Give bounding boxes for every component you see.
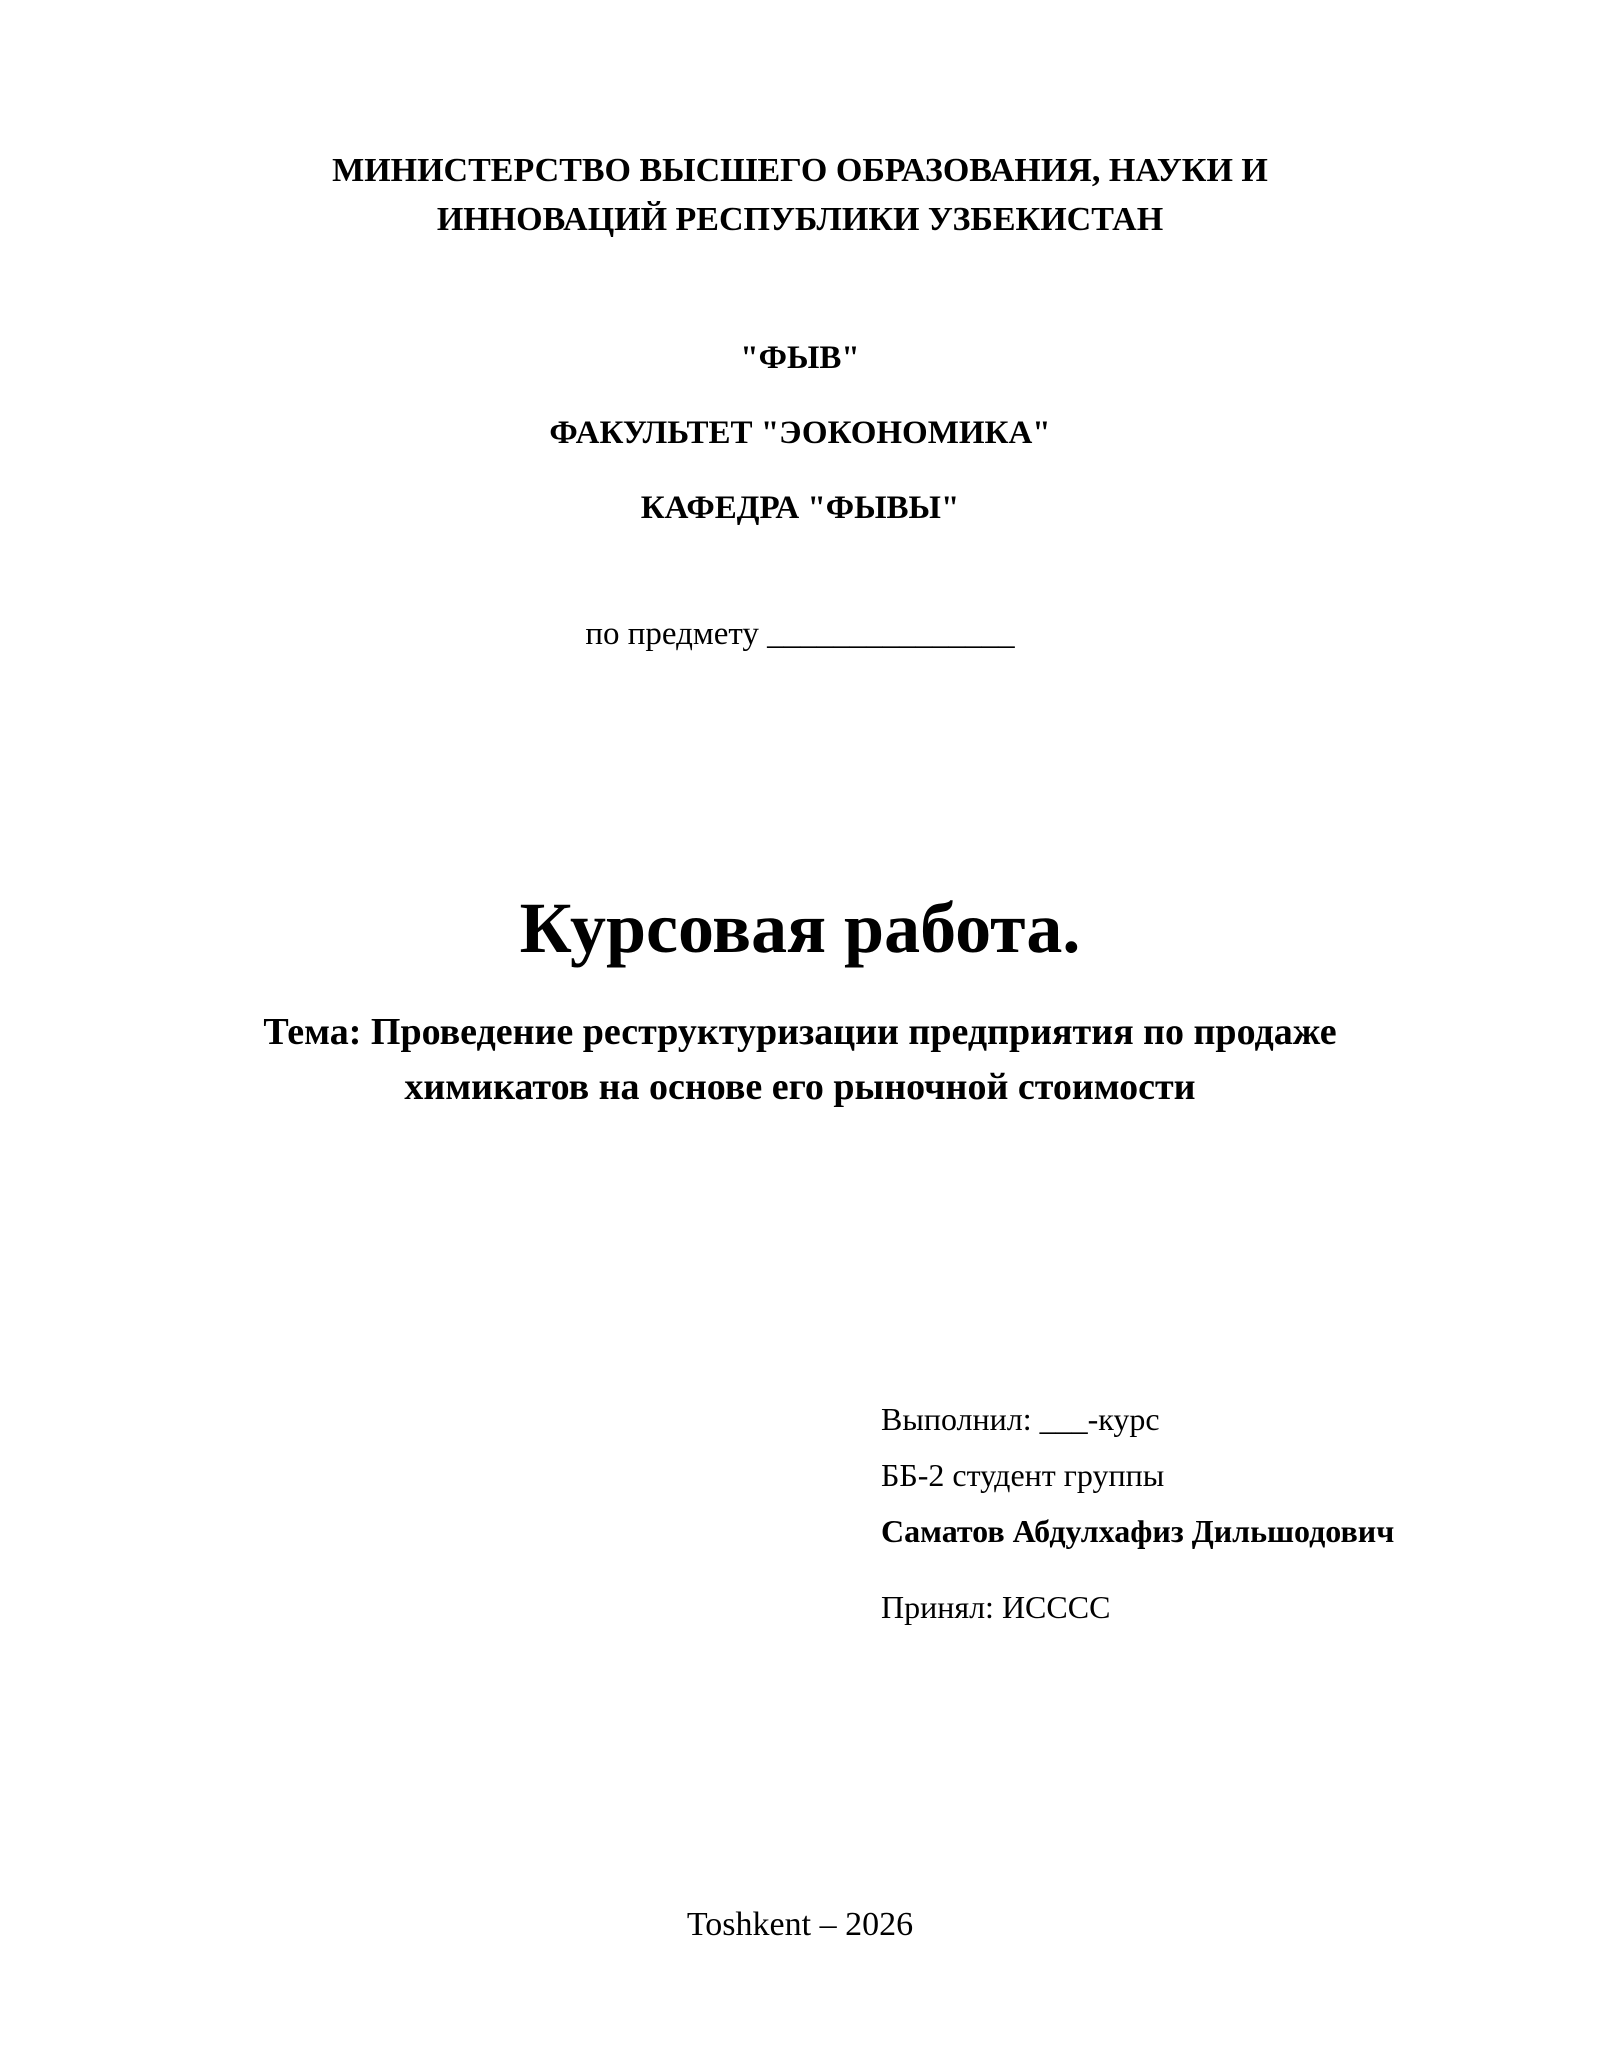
city-year-footer: Toshkent – 2026 <box>686 1906 914 1943</box>
faculty-name: ФАКУЛЬТЕТ "ЭОКОНОМИКА" <box>549 415 1051 451</box>
topic-heading <box>200 1005 1400 1115</box>
topic-line-2: химикатов на основе его рыночной стоимости <box>404 1066 1196 1108</box>
institute-name: "ФЫВ" <box>740 340 860 376</box>
performed-by: Выполнил: ___-курс <box>881 1401 1160 1437</box>
ministry-line-2: ИННОВАЦИЙ РЕСПУБЛИКИ УЗБЕКИСТАН <box>436 201 1164 238</box>
department-name: КАФЕДРА "ФЫВЫ" <box>640 490 960 526</box>
student-group: ББ-2 студент группы <box>881 1457 1165 1493</box>
student-name: Саматов Абдулхафиз Дильшодович <box>881 1513 1395 1549</box>
ministry-heading <box>0 146 1600 244</box>
ministry-line-1: МИНИСТЕРСТВО ВЫСШЕГО ОБРАЗОВАНИЯ, НАУКИ И <box>332 152 1268 189</box>
subject-line: по предмету _______________ <box>585 616 1015 652</box>
accepted-by: Принял: ИСССС <box>881 1589 1111 1625</box>
document-title: Курсовая работа. <box>519 888 1081 968</box>
topic-line-1: Тема: Проведение реструктуризации предприятия по продаже <box>263 1011 1337 1053</box>
